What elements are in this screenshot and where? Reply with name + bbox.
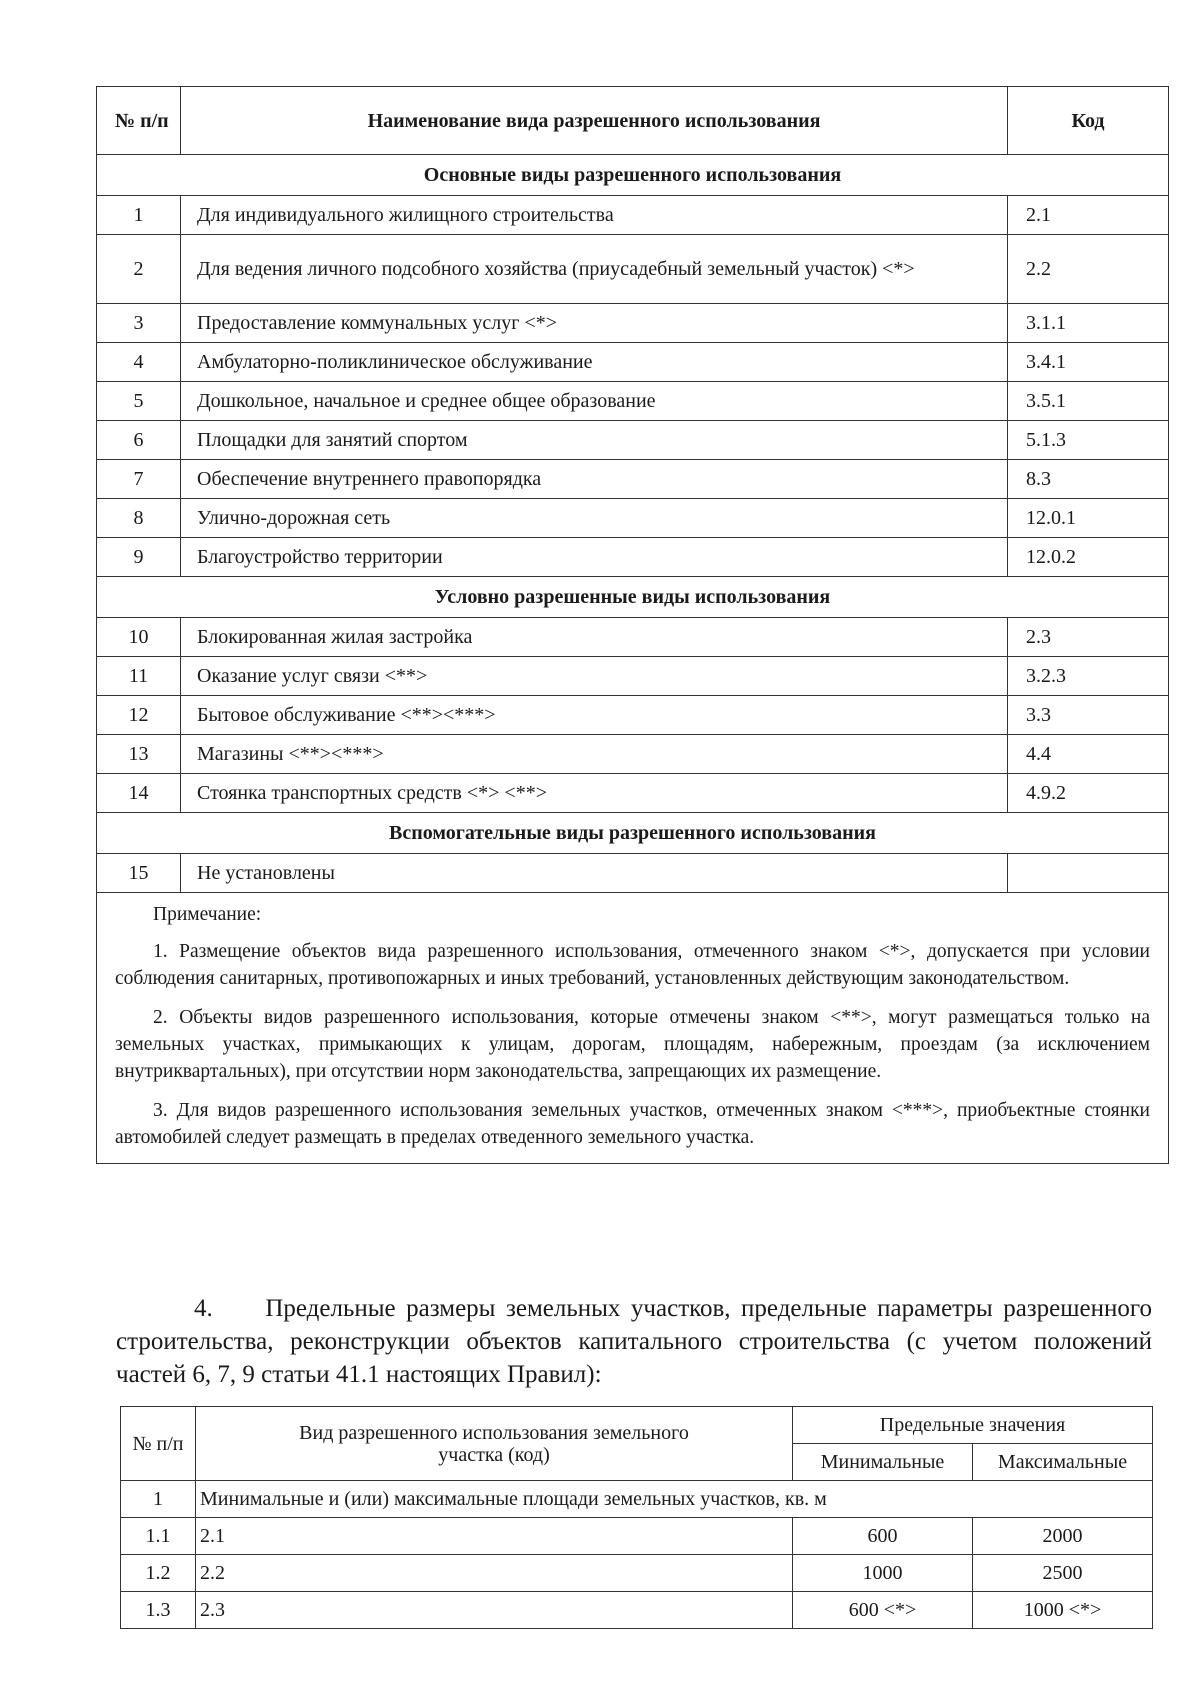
row-name: Предоставление коммунальных услуг <*> xyxy=(181,304,1008,343)
note-item: 3. Для видов разрешенного использования земельных участков, отмеченных знаком <***>, приобъектные стоянки автомобилей следует размещать в пределах отведенного земельного участка. xyxy=(115,1100,1150,1148)
row-code: 2.3 xyxy=(196,1592,793,1629)
row-code: 8.3 xyxy=(1008,460,1169,499)
notes-heading: Примечание: xyxy=(153,904,262,925)
row-num: 3 xyxy=(97,304,181,343)
row-num: 6 xyxy=(97,421,181,460)
row-num: 1 xyxy=(97,196,181,235)
row-num: 5 xyxy=(97,382,181,421)
note-item: 2. Объекты видов разрешенного использования, которые отмечены знаком <**>, могут размещаться только на земельных участках, примыкающих к улицам, дорогам, площадям, набережным, проездам (за исключением внутриквартальных), при отсутствии норм законодательства, запрещающих их размещение. xyxy=(115,1007,1150,1082)
row-num: 1.3 xyxy=(121,1592,196,1629)
table-row xyxy=(97,304,1169,343)
row-code: 2.2 xyxy=(196,1555,793,1592)
table-row xyxy=(97,854,1169,893)
notes-row xyxy=(97,893,1169,1164)
row-code: 4.4 xyxy=(1008,735,1169,774)
table-row xyxy=(97,618,1169,657)
row-code: 3.4.1 xyxy=(1008,343,1169,382)
row-name: Бытовое обслуживание <**><***> xyxy=(181,696,1008,735)
table-row xyxy=(97,657,1169,696)
header-num: № п/п xyxy=(121,1407,196,1481)
row-num: 9 xyxy=(97,538,181,577)
row-code: 2.3 xyxy=(1008,618,1169,657)
table-row xyxy=(97,538,1169,577)
table-row xyxy=(97,196,1169,235)
row-num: 10 xyxy=(97,618,181,657)
row-num: 7 xyxy=(97,460,181,499)
table-row xyxy=(97,735,1169,774)
table-row xyxy=(97,460,1169,499)
section-row-auxiliary xyxy=(97,813,1169,854)
paragraph-number: 4. xyxy=(194,1295,213,1322)
row-code xyxy=(1008,854,1169,893)
group-num: 1 xyxy=(121,1481,196,1518)
row-name: Площадки для занятий спортом xyxy=(181,421,1008,460)
row-num: 15 xyxy=(97,854,181,893)
header-name: Наименование вида разрешенного использования xyxy=(181,87,1008,155)
row-num: 4 xyxy=(97,343,181,382)
limit-values-table xyxy=(120,1406,1153,1629)
section-paragraph xyxy=(116,1292,1152,1391)
table-header-row xyxy=(121,1407,1153,1444)
row-name: Амбулаторно-поликлиническое обслуживание xyxy=(181,343,1008,382)
row-name: Улично-дорожная сеть xyxy=(181,499,1008,538)
row-name: Обеспечение внутреннего правопорядка xyxy=(181,460,1008,499)
header-min: Минимальные xyxy=(793,1444,973,1481)
section-title: Вспомогательные виды разрешенного использования xyxy=(97,813,1169,854)
table-row xyxy=(121,1592,1153,1629)
header-max: Максимальные xyxy=(973,1444,1153,1481)
table-row xyxy=(97,696,1169,735)
row-max: 1000 <*> xyxy=(973,1592,1153,1629)
note-item: 1. Размещение объектов вида разрешенного использования, отмеченного знаком <*>, допускается при условии соблюдения санитарных, противопожарных и иных требований, установленных действующим законодательством. xyxy=(115,941,1150,989)
row-name: Для индивидуального жилищного строительства xyxy=(181,196,1008,235)
row-name: Для ведения личного подсобного хозяйства (приусадебный земельный участок) <*> xyxy=(181,235,1008,304)
row-code: 2.1 xyxy=(1008,196,1169,235)
table-row xyxy=(121,1518,1153,1555)
row-num: 12 xyxy=(97,696,181,735)
table-header-row xyxy=(97,87,1169,155)
table-row xyxy=(97,421,1169,460)
row-code: 3.2.3 xyxy=(1008,657,1169,696)
row-name: Блокированная жилая застройка xyxy=(181,618,1008,657)
row-code: 12.0.2 xyxy=(1008,538,1169,577)
table-row xyxy=(97,235,1169,304)
row-num: 14 xyxy=(97,774,181,813)
notes-cell xyxy=(97,893,1169,1164)
row-code: 4.9.2 xyxy=(1008,774,1169,813)
row-num: 2 xyxy=(97,235,181,304)
row-code: 12.0.1 xyxy=(1008,499,1169,538)
table-row xyxy=(97,499,1169,538)
header-num: № п/п xyxy=(97,87,181,155)
group-title: Минимальные и (или) максимальные площади земельных участков, кв. м xyxy=(196,1481,1153,1518)
row-code: 2.2 xyxy=(1008,235,1169,304)
permitted-use-table xyxy=(96,86,1169,1164)
row-name: Оказание услуг связи <**> xyxy=(181,657,1008,696)
row-code: 5.1.3 xyxy=(1008,421,1169,460)
table-row xyxy=(97,774,1169,813)
row-num: 13 xyxy=(97,735,181,774)
row-code: 2.1 xyxy=(196,1518,793,1555)
row-name: Магазины <**><***> xyxy=(181,735,1008,774)
table-row xyxy=(121,1555,1153,1592)
section-row-conditional xyxy=(97,577,1169,618)
row-min: 600 <*> xyxy=(793,1592,973,1629)
row-num: 11 xyxy=(97,657,181,696)
row-name: Не установлены xyxy=(181,854,1008,893)
paragraph-text: Предельные размеры земельных участков, предельные параметры разрешенного строительства, реконструкции объектов капитального строительства (с учетом положений частей 6, 7, 9 статьи 41.1 настоящих Правил): xyxy=(116,1295,1153,1388)
row-max: 2500 xyxy=(973,1555,1153,1592)
row-min: 1000 xyxy=(793,1555,973,1592)
row-name: Благоустройство территории xyxy=(181,538,1008,577)
row-num: 1.1 xyxy=(121,1518,196,1555)
row-code: 3.1.1 xyxy=(1008,304,1169,343)
row-name: Стоянка транспортных средств <*> <**> xyxy=(181,774,1008,813)
header-limits: Предельные значения xyxy=(793,1407,1153,1444)
group-row xyxy=(121,1481,1153,1518)
row-min: 600 xyxy=(793,1518,973,1555)
section-title: Основные виды разрешенного использования xyxy=(97,155,1169,196)
row-num: 8 xyxy=(97,499,181,538)
section-row-main xyxy=(97,155,1169,196)
row-max: 2000 xyxy=(973,1518,1153,1555)
table-row xyxy=(97,382,1169,421)
table-row xyxy=(97,343,1169,382)
row-name: Дошкольное, начальное и среднее общее образование xyxy=(181,382,1008,421)
row-code: 3.3 xyxy=(1008,696,1169,735)
header-use-type: Вид разрешенного использования земельного участка (код) xyxy=(196,1407,793,1481)
row-code: 3.5.1 xyxy=(1008,382,1169,421)
header-code: Код xyxy=(1008,87,1169,155)
row-num: 1.2 xyxy=(121,1555,196,1592)
section-title: Условно разрешенные виды использования xyxy=(97,577,1169,618)
